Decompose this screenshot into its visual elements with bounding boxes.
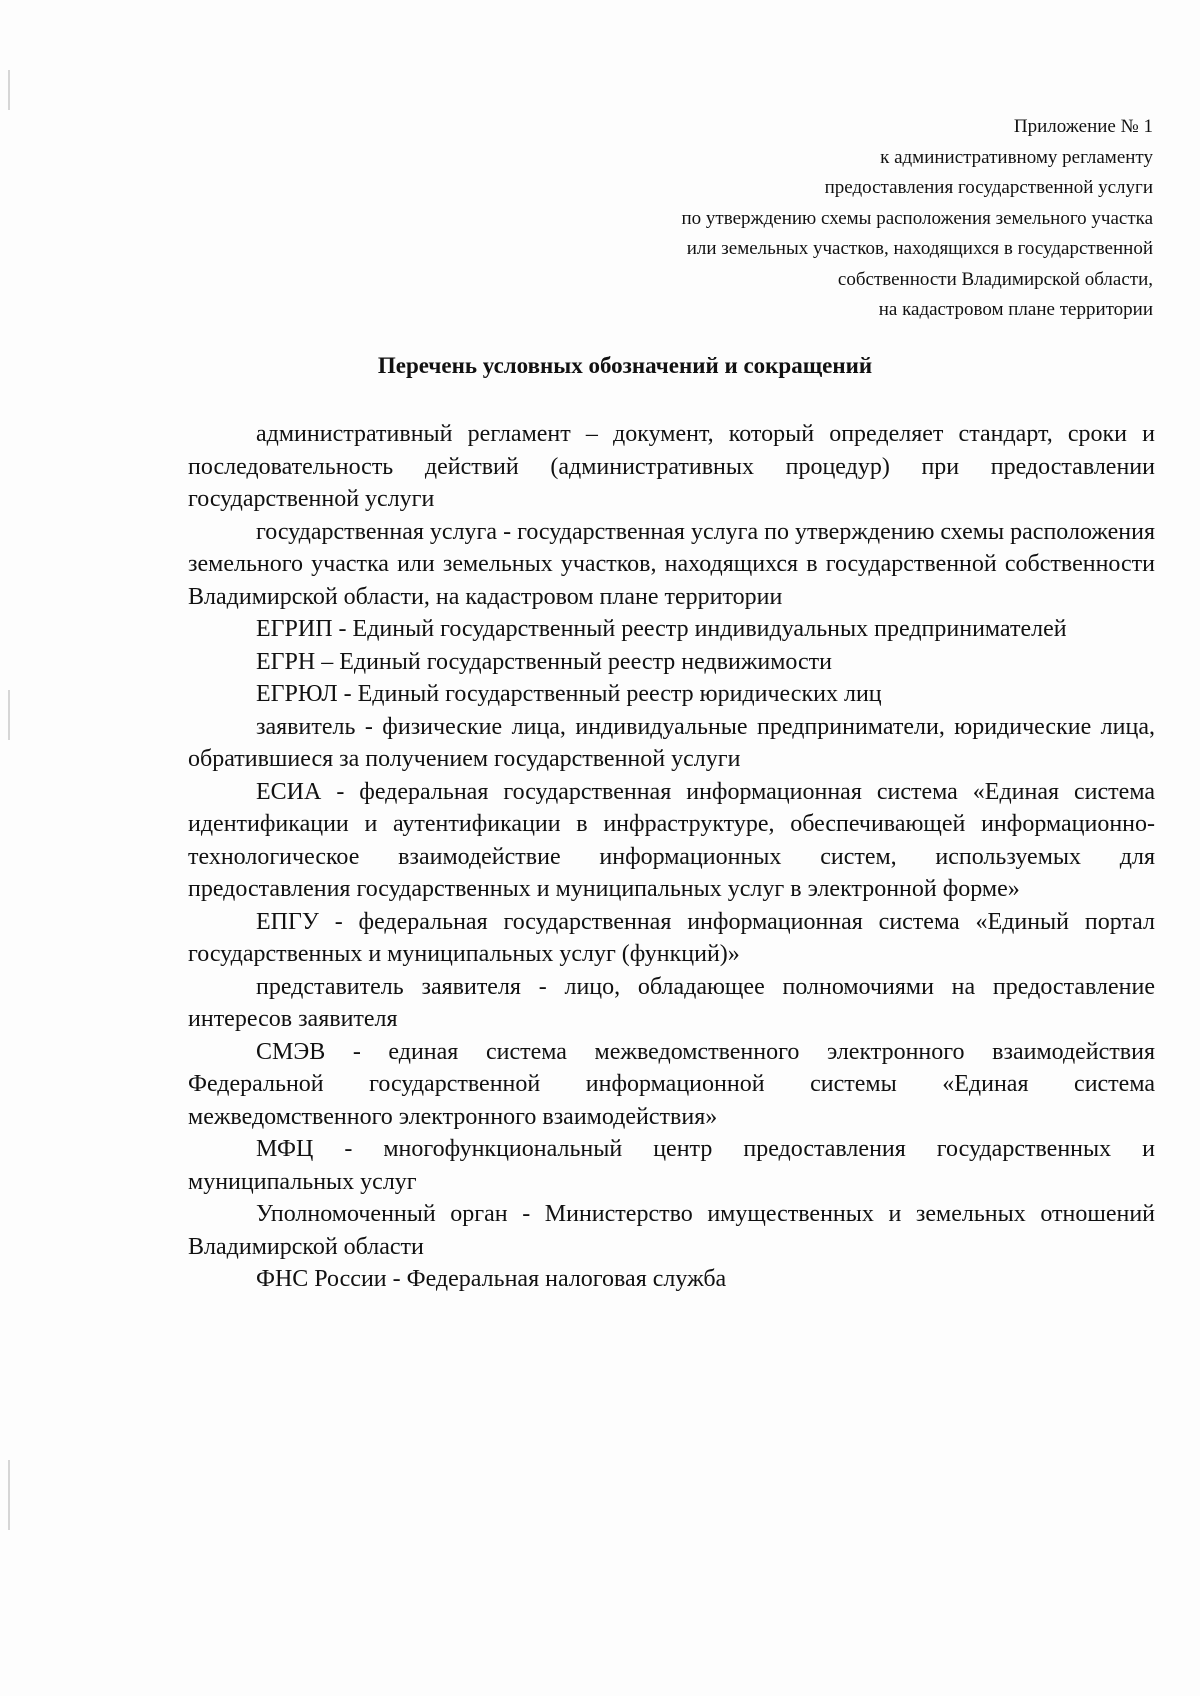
glossary-entry: ЕСИА - федеральная государственная информационная система «Единая система идентификации и аутентификации в инфраструктуре, обеспечивающей информационно-технологическое взаимодействие информационных систем, используемых для предоставления государственных и муниципальных услуг в электронной форме»: [188, 778, 1155, 902]
scan-artifact: [8, 1460, 10, 1530]
glossary-entry: ЕГРЮЛ - Единый государственный реестр юридических лиц: [256, 681, 882, 707]
glossary-list: [188, 418, 1155, 1296]
glossary-entry: государственная услуга - государственная услуга по утверждению схемы расположения земельного участка или земельных участков, находящихся в государственной собственности Владимирской области, на кадастровом плане территории: [188, 518, 1155, 610]
appendix-line: к административному регламенту: [880, 146, 1153, 168]
glossary-entry: заявитель - физические лица, индивидуальные предприниматели, юридические лица, обратившиеся за получением государственной услуги: [188, 713, 1155, 772]
glossary-entry: административный регламент – документ, который определяет стандарт, сроки и последовательность действий (административных процедур) при предоставлении государственной услуги: [188, 421, 1155, 512]
appendix-line: или земельных участков, находящихся в государственной: [686, 238, 1153, 259]
glossary-entry: представитель заявителя - лицо, обладающее полномочиями на предоставление интересов заявителя: [188, 973, 1155, 1032]
appendix-header: [453, 112, 1153, 326]
glossary-entry: ФНС России - Федеральная налоговая служба: [256, 1266, 727, 1292]
glossary-entry: Уполномоченный орган - Министерство имущественных и земельных отношений Владимирской области: [188, 1201, 1155, 1260]
scan-artifact: [8, 690, 10, 740]
appendix-line: по утверждению схемы расположения земельного участка: [681, 207, 1153, 229]
glossary-entry: МФЦ - многофункциональный центр предоставления государственных и муниципальных услуг: [188, 1136, 1155, 1195]
document-title: Перечень условных обозначений и сокращений: [377, 353, 873, 378]
glossary-entry: ЕГРИП - Единый государственный реестр индивидуальных предпринимателей: [256, 616, 1067, 642]
appendix-line: на кадастровом плане территории: [878, 299, 1153, 320]
glossary-entry: ЕГРН – Единый государственный реестр недвижимости: [256, 648, 833, 675]
appendix-line: предоставления государственной услуги: [824, 177, 1153, 198]
appendix-line: Приложение № 1: [1013, 116, 1153, 137]
appendix-line: собственности Владимирской области,: [837, 268, 1153, 290]
scan-artifact: [8, 70, 10, 110]
glossary-entry: ЕПГУ - федеральная государственная информационная система «Единый портал государственных и муниципальных услуг (функций)»: [188, 908, 1155, 967]
glossary-entry: СМЭВ - единая система межведомственного электронного взаимодействия Федеральной государственной информационной системы «Единая система межведомственного электронного взаимодействия»: [188, 1038, 1155, 1130]
